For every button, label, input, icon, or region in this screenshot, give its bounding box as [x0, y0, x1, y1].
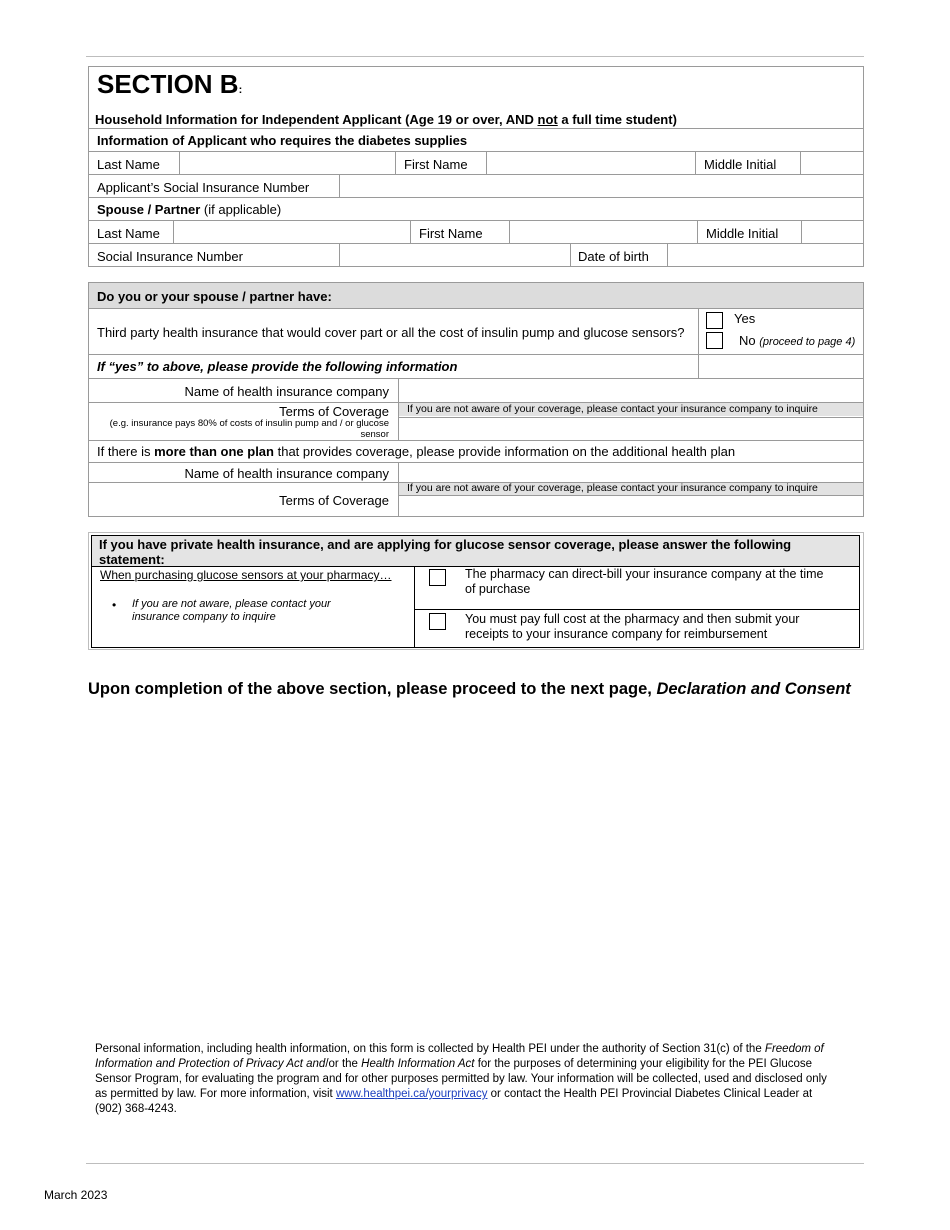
more-plan-row — [89, 440, 863, 462]
spouse-sin-field[interactable] — [340, 244, 570, 267]
applicant-sin-label: Applicant’s Social Insurance Number — [97, 180, 310, 195]
coverage-heading: Do you or your spouse / partner have: — [97, 289, 332, 304]
spouse-dob-label: Date of birth — [578, 249, 649, 264]
applicant-last-name-field[interactable] — [180, 152, 395, 174]
bottom-divider — [86, 1163, 864, 1164]
company-field[interactable] — [399, 379, 863, 402]
terms-example: (e.g. insurance pays 80% of costs of insulin pump and / or glucose sensor — [109, 418, 389, 440]
coverage-question-row — [89, 308, 863, 354]
no-checkbox[interactable] — [706, 332, 723, 349]
yes-checkbox[interactable] — [706, 312, 723, 329]
spouse-heading: Spouse / Partner (if applicable) — [97, 202, 282, 217]
purchasing-text: When purchasing glucose sensors at your pharmacy… — [100, 568, 392, 582]
spouse-heading-row — [89, 197, 863, 220]
applicant-name-row — [89, 151, 863, 174]
if-yes-row — [89, 354, 863, 378]
terms-row-2 — [89, 482, 863, 516]
private-insurance-box — [91, 535, 860, 648]
company-field-2[interactable] — [399, 463, 863, 482]
terms-row — [89, 402, 863, 440]
spouse-first-name-field[interactable] — [510, 221, 697, 243]
applicant-sin-field[interactable] — [340, 175, 862, 197]
company-label-2: Name of health insurance company — [184, 466, 389, 481]
aware-note: If you are not aware of your coverage, please contact your insurance company to inquire — [407, 403, 818, 415]
spouse-last-name-field[interactable] — [174, 221, 410, 243]
reimbursement-checkbox[interactable] — [429, 613, 446, 630]
spouse-middle-initial-field[interactable] — [802, 221, 863, 243]
company-row — [89, 378, 863, 402]
terms-label-2: Terms of Coverage — [279, 493, 389, 508]
spouse-name-row — [89, 220, 863, 243]
bullet-text: If you are not aware, please contact your insurance company to inquire — [132, 598, 331, 623]
coverage-box — [88, 282, 864, 517]
privacy-statement: Personal information, including health information, on this form is collected by Health PEI under the authority of Section 31(c) of the Freedom of Information and Protection of Privacy Act and/or the Health Information Act for the purposes of determining your eligibility for the PEI Glucose Sensor Program, for evaluating the program and for other purposes permitted by law. Your information will be collected, used and disclosed only as permitted by law. For more information, visit www.healthpei.ca/yourprivacy or contact the Health PEI Provincial Diabetes Clinical Leader at (902) 368-4243. — [95, 1043, 827, 1115]
section-title: SECTION B: — [97, 69, 243, 99]
applicant-heading: Information of Applicant who requires the diabetes supplies — [97, 133, 468, 148]
if-yes-heading: If “yes” to above, please provide the following information — [97, 359, 458, 374]
private-heading: If you have private health insurance, and are applying for glucose sensor coverage, please answer the following statement: — [99, 537, 792, 567]
terms-label: Terms of Coverage — [279, 404, 389, 419]
option-direct-bill: The pharmacy can direct-bill your insurance company at the time of purchase — [465, 567, 824, 596]
private-heading-row — [92, 536, 859, 566]
applicant-first-name-label: First Name — [404, 157, 468, 172]
applicant-heading-row — [89, 128, 863, 151]
company-row-2 — [89, 462, 863, 482]
more-plan-text: If there is more than one plan that provides coverage, please provide information on the additional health plan — [97, 444, 736, 459]
coverage-question: Third party health insurance that would cover part or all the cost of insulin pump and glucose sensors? — [97, 325, 685, 340]
aware-note-2: If you are not aware of your coverage, please contact your insurance company to inquire — [407, 482, 818, 494]
applicant-middle-initial-field[interactable] — [801, 152, 863, 174]
spouse-dob-field[interactable] — [668, 244, 863, 267]
top-divider — [86, 56, 864, 57]
direct-bill-checkbox[interactable] — [429, 569, 446, 586]
spouse-first-name-label: First Name — [419, 226, 483, 241]
no-label: No (proceed to page 4) — [739, 333, 856, 348]
applicant-middle-initial-label: Middle Initial — [704, 157, 777, 172]
coverage-heading-row — [89, 283, 863, 308]
applicant-first-name-field[interactable] — [487, 152, 695, 174]
completion-text: Upon completion of the above section, please proceed to the next page, Declaration and Consent — [88, 680, 851, 698]
section-b-box — [88, 66, 864, 267]
spouse-sin-label: Social Insurance Number — [97, 249, 243, 264]
spouse-last-name-label: Last Name — [97, 226, 160, 241]
company-label: Name of health insurance company — [184, 384, 389, 399]
terms-field-2[interactable] — [399, 496, 863, 516]
spouse-middle-initial-label: Middle Initial — [706, 226, 779, 241]
option-reimbursement: You must pay full cost at the pharmacy and then submit your receipts to your insurance company for reimbursement — [465, 612, 800, 641]
privacy-link[interactable]: www.healthpei.ca/yourprivacy — [335, 1088, 488, 1100]
household-heading: Household Information for Independent Applicant (Age 19 or over, AND not a full time student) — [95, 112, 677, 127]
footer-date: March 2023 — [44, 1188, 108, 1202]
bullet-dot: • — [112, 598, 117, 612]
applicant-last-name-label: Last Name — [97, 157, 160, 172]
spouse-sin-row — [89, 243, 863, 267]
applicant-sin-row — [89, 174, 863, 197]
yes-label: Yes — [734, 311, 756, 326]
terms-field[interactable] — [399, 418, 863, 440]
